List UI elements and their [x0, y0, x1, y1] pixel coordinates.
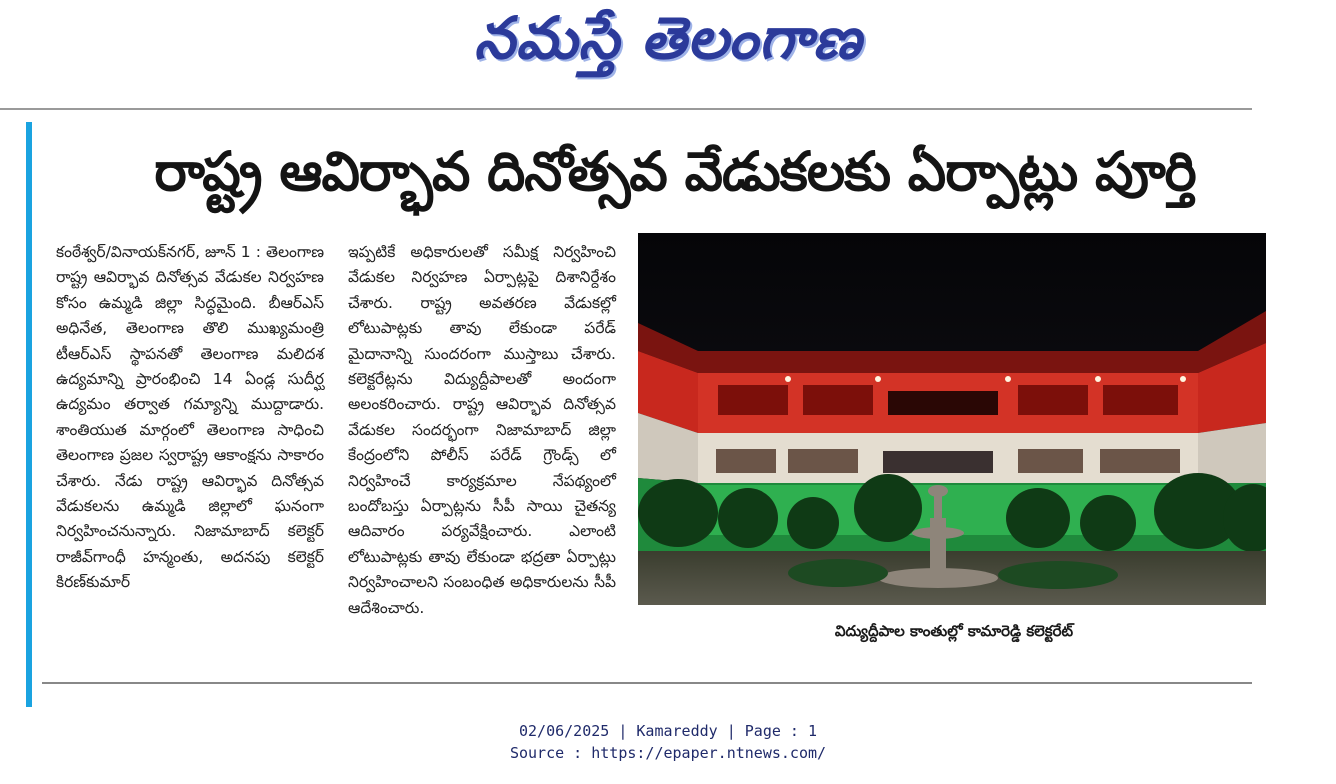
article-text-col2: ఇప్పటికే అధికారులతో సమీక్ష నిర్వహించి వేడుకల నిర్వహణ ఏర్పాట్లపై దిశానిర్దేశం చేశారు. రాష్ట్ర అవతరణ వేడుకల్లో లోటుపాట్లకు తావు లేకుండా పరేడ్ మైదానాన్ని సుందరంగా ముస్తాబు చేశారు. కలెక్టరేట్లను విద్యుద్దీపాలతో అందంగా అలంకరించారు. రాష్ట్ర ఆవిర్భావ దినోత్సవ వేడుకల సందర్భంగా నిజామాబాద్ జిల్లా కేంద్రంలోని పోలీస్ పరేడ్ గ్రౌండ్స్ లో నిర్వహించే కార్యక్రమాల నేపథ్యంలో బందోబస్తు ఏర్పాట్లను సీపీ సాయి చైతన్య ఆదివారం పర్యవేక్షించారు. ఎలాంటి లోటుపాట్లకు తావు లేకుండా భద్రతా ఏర్పాట్లు నిర్వహించాలని సంబంధిత అధికారులను సీపీ ఆదేశించారు. — [348, 243, 616, 617]
collectorate-building-illustration — [638, 233, 1266, 605]
article-headline: రాష్ట్ర ఆవిర్భావ దినోత్సవ వేడుకలకు ఏర్పాట్లు పూర్తి — [154, 140, 1196, 203]
top-divider — [0, 108, 1252, 110]
photo-caption: విద్యుద్దీపాల కాంతుల్లో కామారెడ్డి కలెక్టరేట్ — [834, 622, 1074, 640]
article-text-col1: కంఠేశ్వర్/వినాయక్‌నగర్, జూన్ 1 : తెలంగాణ రాష్ట్ర ఆవిర్భావ దినోత్సవ వేడుకల నిర్వహణ కోసం ఉమ్మడి జిల్లా సిద్ధమైంది. బీఆర్‌ఎస్ అధినేత, తెలంగాణ తొలి ముఖ్యమంత్రి టీఆర్‌ఎస్ స్థాపనతో తెలంగాణ మలిదశ ఉద్యమాన్ని ప్రారంభించి 14 ఏండ్ల సుదీర్ఘ ఉద్యమం తర్వాత గమ్యాన్ని ముద్దాడారు. శాంతియుత మార్గంలో తెలంగాణ సాధించి తెలంగాణ ప్రజల స్వరాష్ట్ర ఆకాంక్షను సాకారం చేశారు. నేడు రాష్ట్ర ఆవిర్భావ దినోత్సవ వేడుకలను ఉమ్మడి జిల్లాలో ఘనంగా నిర్వహించనున్నారు. నిజామాబాద్ కలెక్టర్ రాజీవ్‌గాంధీ హన్మంతు, అదనపు కలెక్టర్ కిరణ్‌కుమార్ — [56, 243, 324, 592]
masthead — [0, 0, 1336, 100]
footer-source-link[interactable]: Source : https://epaper.ntnews.com/ — [509, 744, 827, 762]
footer — [0, 720, 1336, 764]
bottom-divider — [42, 682, 1252, 684]
newspaper-logo: నమస్తే తెలంగాణ — [474, 4, 862, 72]
article-photo — [638, 233, 1266, 605]
accent-bar — [26, 122, 32, 707]
article-column-2 — [348, 240, 616, 621]
footer-date-edition: 02/06/2025 | Kamareddy | Page : 1 — [518, 722, 817, 740]
article-column-1 — [56, 240, 324, 596]
